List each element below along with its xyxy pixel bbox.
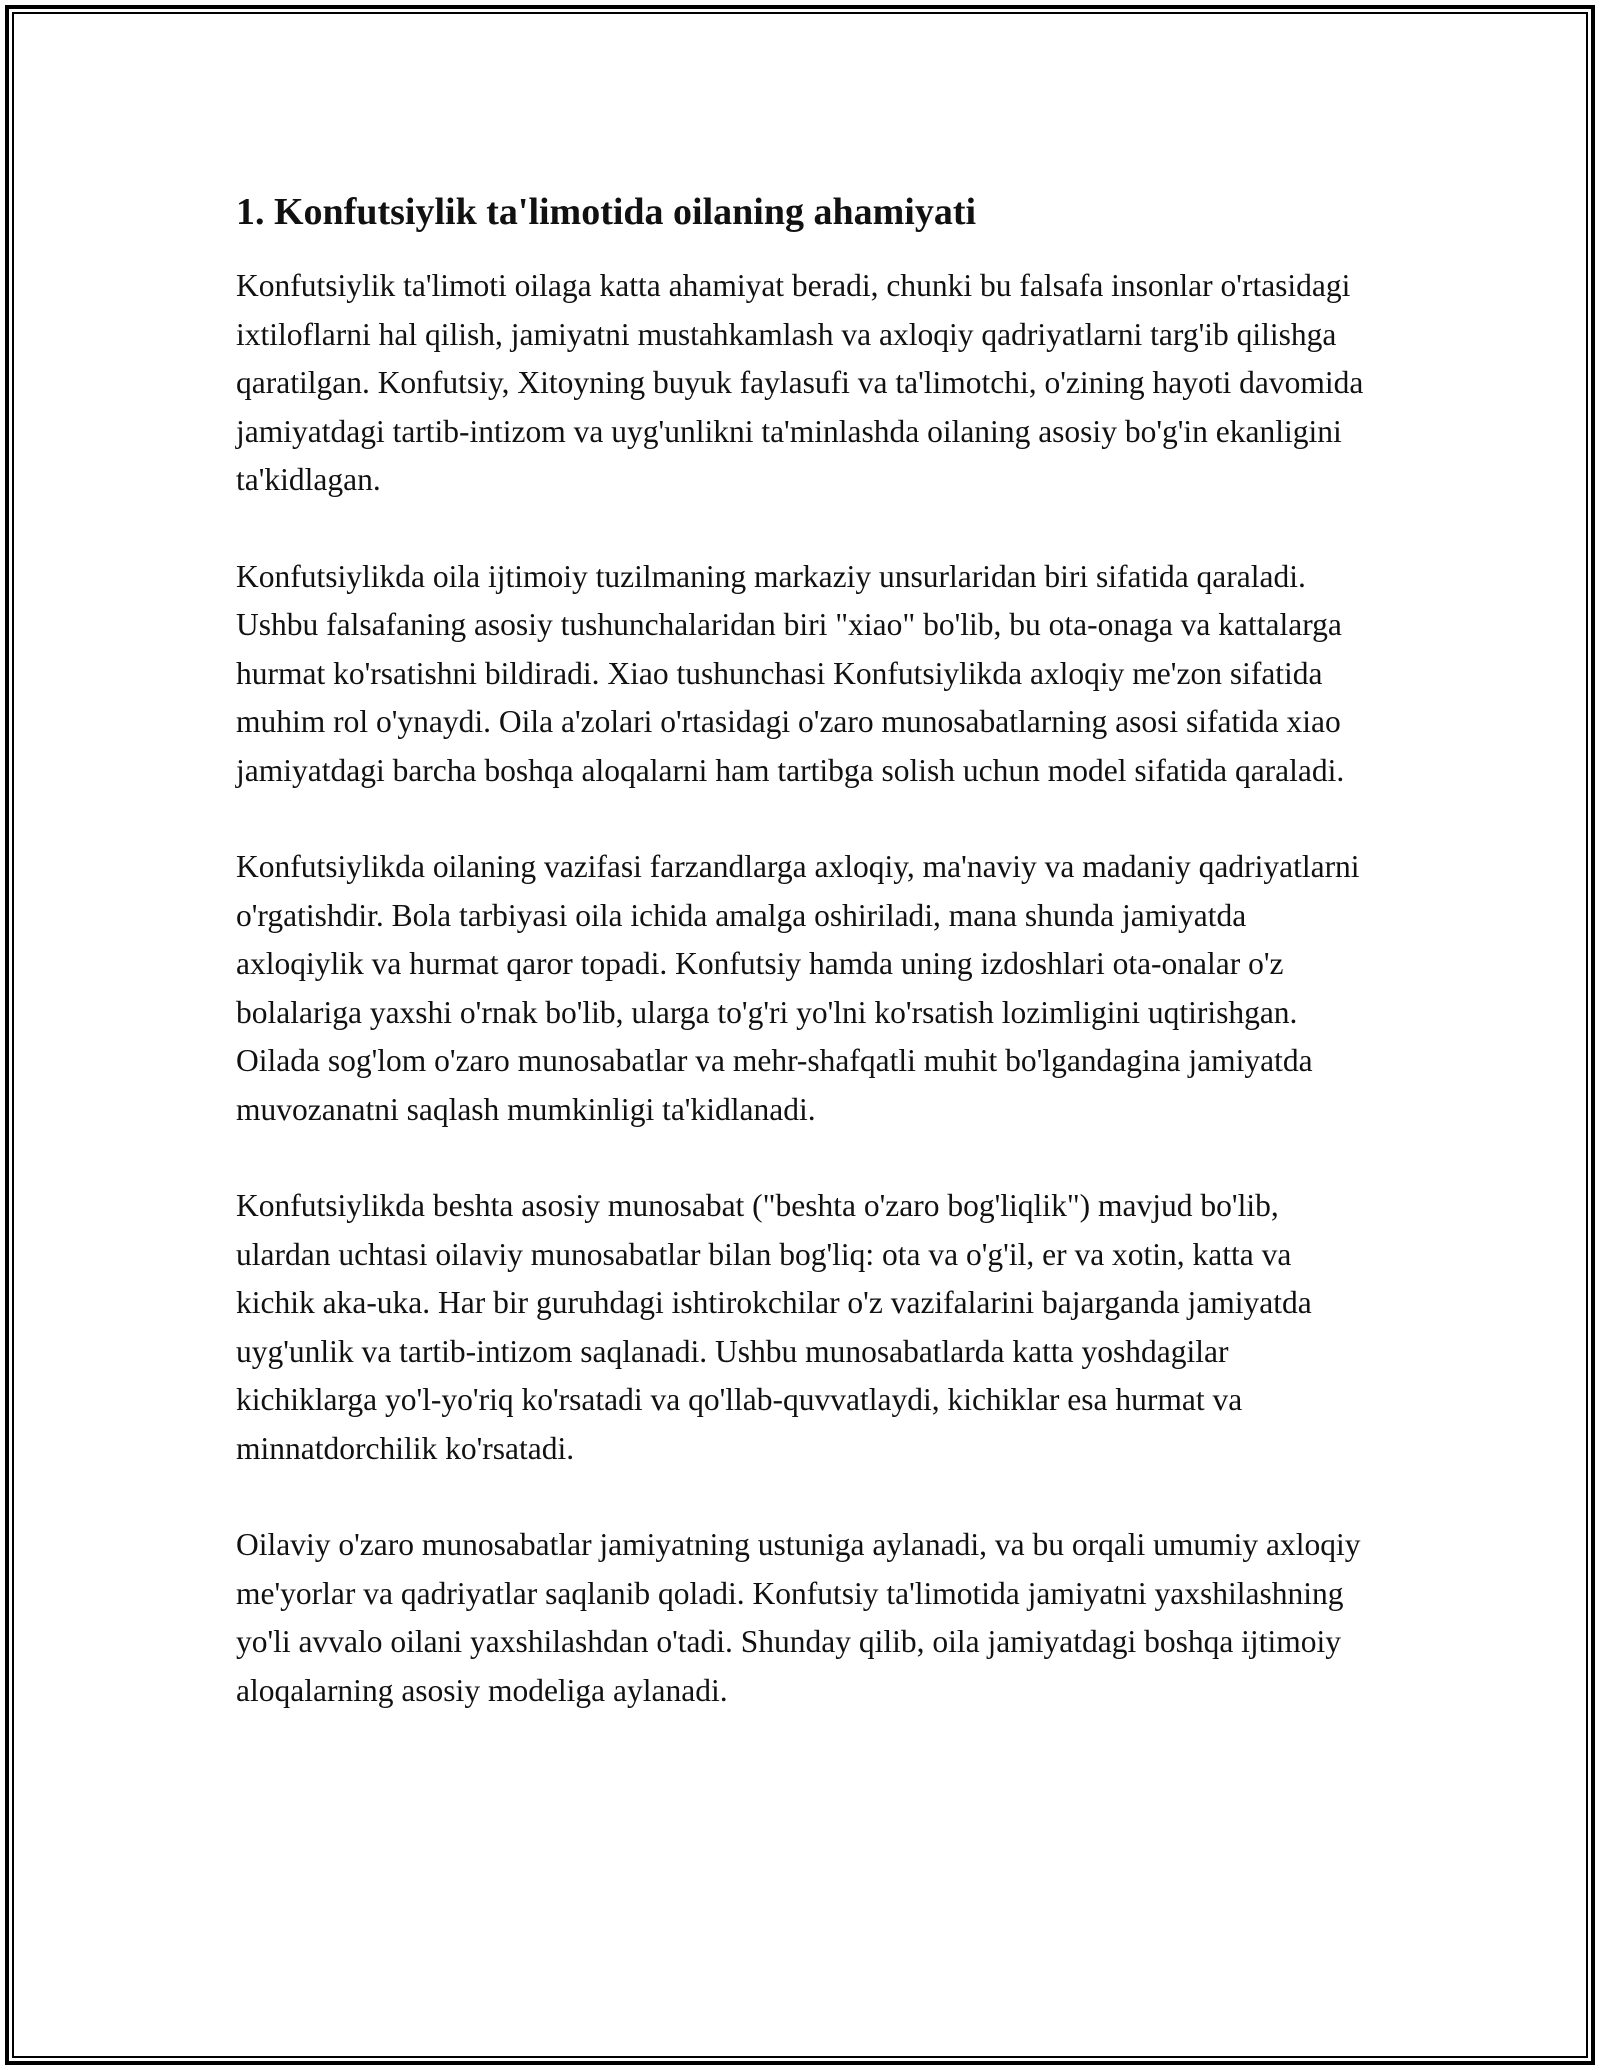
paragraph-3: Konfutsiylikda oilaning vazifasi farzandlarga axloqiy, ma'naviy va madaniy qadriyatlarni o'rgatishdir. Bola tarbiyasi oila ichida amalga oshiriladi, mana shunda jamiyatda axloqiylik va hurmat qaror topadi. Konfutsiy hamda uning izdoshlari ota-onalar o'z bolalariga yaxshi o'rnak bo'lib, ularga to'g'ri yo'lni ko'rsatish lozimligini uqtirishgan. Oilada sog'lom o'zaro munosabatlar va mehr-shafqatli muhit bo'lgandagina jamiyatda muvozanatni saqlash mumkinligi ta'kidlanadi.: [236, 849, 1360, 1127]
paragraph-2: Konfutsiylikda oila ijtimoiy tuzilmaning markaziy unsurlaridan biri sifatida qaraladi. Ushbu falsafaning asosiy tushunchalaridan biri "xiao" bo'lib, bu ota-onaga va kattalarga hurmat ko'rsatishni bildiradi. Xiao tushunchasi Konfutsiylikda axloqiy me'zon sifatida muhim rol o'ynaydi. Oila a'zolari o'rtasidagi o'zaro munosabatlarning asosi sifatida xiao jamiyatdagi barcha boshqa aloqalarni ham tartibga solish uchun model sifatida qaraladi.: [236, 558, 1345, 788]
section-heading: 1. Konfutsiylik ta'limotida oilaning ahamiyati: [236, 191, 977, 233]
document-body: [236, 188, 1366, 1763]
paragraph-4: Konfutsiylikda beshta asosiy munosabat ("beshta o'zaro bog'liqlik") mavjud bo'lib, ulardan uchtasi oilaviy munosabatlar bilan bog'liq: ota va o'g'il, er va xotin, katta va kichik aka-uka. Har bir guruhdagi ishtirokchilar o'z vazifalarini bajarganda jamiyatda uyg'unlik va tartib-intizom saqlanadi. Ushbu munosabatlarda katta yoshdagilar kichiklarga yo'l-yo'riq ko'rsatadi va qo'llab-quvvatlaydi, kichiklar esa hurmat va minnatdorchilik ko'rsatadi.: [236, 1188, 1312, 1466]
paragraph-5: Oilaviy o'zaro munosabatlar jamiyatning ustuniga aylanadi, va bu orqali umumiy axloqiy me'yorlar va qadriyatlar saqlanib qoladi. Konfutsiy ta'limotida jamiyatni yaxshilashning yo'li avvalo oilani yaxshilashdan o'tadi. Shunday qilib, oila jamiyatdagi boshqa ijtimoiy aloqalarning asosiy modeliga aylanadi.: [236, 1527, 1361, 1708]
paragraph-1: Konfutsiylik ta'limoti oilaga katta ahamiyat beradi, chunki bu falsafa insonlar o'rtasidagi ixtiloflarni hal qilish, jamiyatni mustahkamlash va axloqiy qadriyatlarni targ'ib qilishga qaratilgan. Konfutsiy, Xitoyning buyuk faylasufi va ta'limotchi, o'zining hayoti davomida jamiyatdagi tartib-intizom va uyg'unlikni ta'minlashda oilaning asosiy bo'g'in ekanligini ta'kidlagan.: [236, 268, 1364, 497]
